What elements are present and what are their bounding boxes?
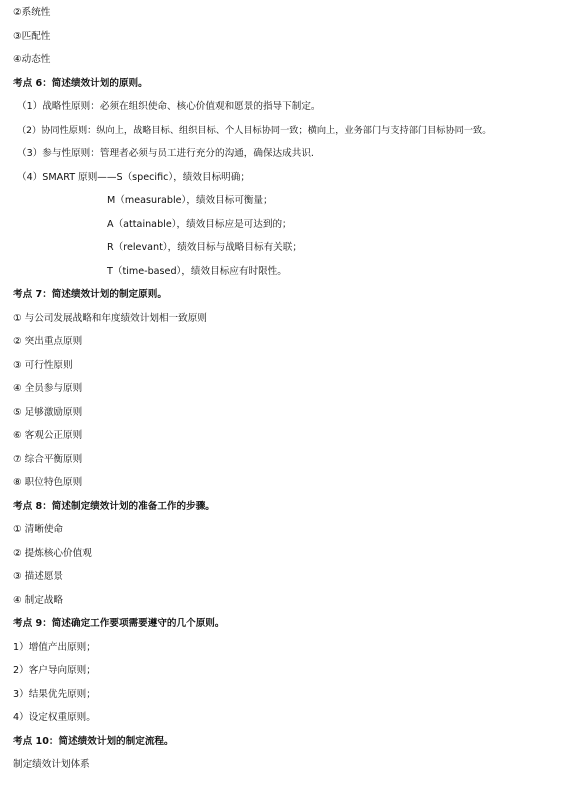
- text-line: （1）战略性原则：必须在组织使命、核心价值观和愿景的指导下制定。: [17, 101, 321, 112]
- text-line: 4）设定权重原则。: [13, 712, 96, 723]
- text-line: ⑦ 综合平衡原则: [13, 454, 83, 465]
- section-heading: 考点 9：简述确定工作要项需要遵守的几个原则。: [13, 618, 225, 629]
- text-line: （4）SMART 原则——S（specific），绩效目标明确；: [17, 172, 250, 183]
- section-heading: 考点 10：简述绩效计划的制定流程。: [13, 736, 174, 747]
- text-line: 3）结果优先原则；: [13, 689, 96, 700]
- section-heading: 考点 6：简述绩效计划的原则。: [13, 78, 148, 89]
- smart-item: R（relevant），绩效目标与战略目标有关联；: [107, 242, 302, 253]
- text-line: ④动态性: [13, 54, 51, 65]
- smart-item: A（attainable），绩效目标应是可达到的；: [107, 219, 292, 230]
- smart-item: T（time-based），绩效目标应有时限性。: [107, 266, 287, 277]
- text-line: ⑤ 足够激励原则: [13, 407, 83, 418]
- text-line: ④ 制定战略: [13, 595, 64, 606]
- text-line: ② 突出重点原则: [13, 336, 83, 347]
- text-line: ① 清晰使命: [13, 524, 64, 535]
- text-line: （2）协同性原则：纵向上，战略目标、组织目标、个人目标协同一致；横向上，业务部门与支持部门目标协同一致。: [17, 125, 492, 136]
- section-heading: 考点 7：简述绩效计划的制定原则。: [13, 289, 167, 300]
- text-line: ③ 可行性原则: [13, 360, 73, 371]
- text-line: ② 提炼核心价值观: [13, 548, 92, 559]
- text-line: ②系统性: [13, 7, 51, 18]
- text-line: 制定绩效计划体系: [13, 759, 90, 770]
- text-line: 2）客户导向原则；: [13, 665, 96, 676]
- text-line: ④ 全员参与原则: [13, 383, 83, 394]
- smart-item: M（measurable），绩效目标可衡量；: [107, 195, 273, 206]
- text-line: ① 与公司发展战略和年度绩效计划相一致原则: [13, 313, 207, 324]
- text-line: ⑧ 职位特色原则: [13, 477, 83, 488]
- text-line: ③ 描述愿景: [13, 571, 64, 582]
- text-line: ③匹配性: [13, 31, 51, 42]
- section-heading: 考点 8：简述制定绩效计划的准备工作的步骤。: [13, 501, 215, 512]
- text-line: ⑥ 客观公正原则: [13, 430, 83, 441]
- text-line: （3）参与性原则：管理者必须与员工进行充分的沟通，确保达成共识.: [17, 148, 314, 159]
- text-line: 1）增值产出原则；: [13, 642, 96, 653]
